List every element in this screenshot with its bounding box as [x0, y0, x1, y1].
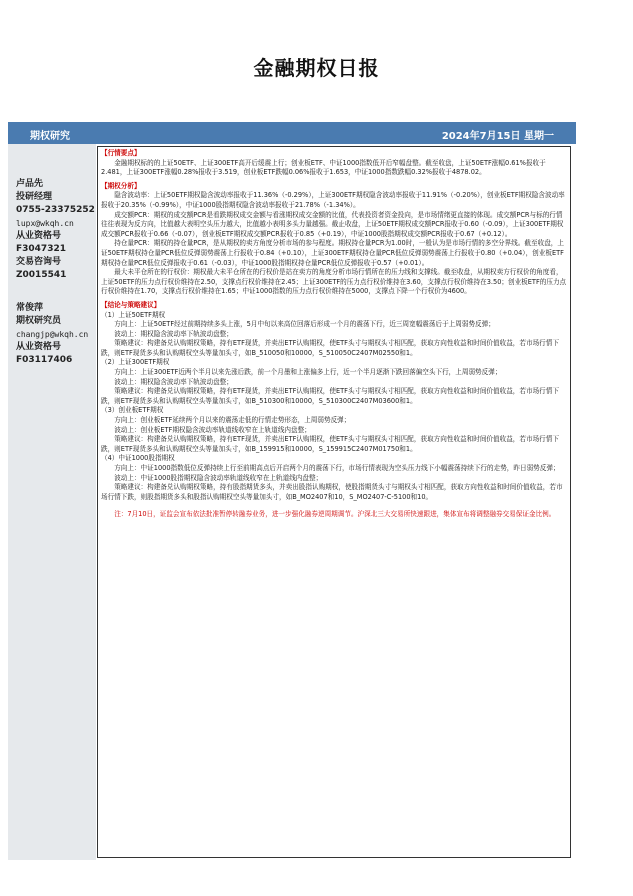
strategy-1-title: （1）上证50ETF期权 [101, 310, 166, 319]
analyst-qual-label: 从业资格号 [16, 342, 62, 352]
analyst-qual: F3047321 [16, 244, 66, 254]
section-title-strategy: 【结论与策略建议】 [101, 300, 161, 309]
analyst-email[interactable]: lupx@wkqh.cn [16, 219, 74, 228]
strategy-2-direction: 方向上：上证300ETF近两个半月以来先涨后跌，前一个月墨和上涨偏多上行，近一个半月逐渐下跌回落偏空头下行，上周弱势反弹； [114, 368, 502, 377]
analyst-2 [16, 302, 88, 367]
strategy-3-direction: 方向上：创业板ETF延续两个月以来的震荡走低的行情走势形态，上周弱势反弹； [114, 416, 351, 425]
analyst-name: 卢品先 [16, 179, 44, 189]
analyst-role: 期权研究员 [16, 316, 62, 326]
analyst-qual-label: 从业资格号 [16, 231, 62, 241]
strategy-2-advice: 策略建议：构建备兑认购期权策略，持有ETF现货，并卖出ETF认购期权，使ETF头寸与期权头寸相匹配，获取方向性收益和时间价值收益，若市场行情下跌，则ETF现货多头和认购期权空头等量加头寸，如B_510300和10000，S_510300C2407M03600和1。 [101, 387, 559, 405]
strategy-1-advice: 策略建议：构建备兑认购期权策略，持有ETF现货，并卖出ETF认购期权，使ETF头寸与期权头寸相匹配，获取方向性收益和时间价值收益，若市场行情下跌，则ETF现货多头和认购期权空头等量加头寸，如B_510050和10000，S_510050C2407M02550和1。 [101, 339, 559, 357]
strategy-4-advice: 策略建议：构建备兑认购期权策略，持有股指期货多头，并卖出股指认购期权，使股指期货头寸与期权头寸相匹配，获取方向性收益和时间价值收益，若市场行情下跌，则股指期货多头和股指认购期权空头等量加头寸，如B_MO2407和10，S_MO2407-C-5100和10。 [101, 483, 563, 501]
strategy-3-advice: 策略建议：构建备兑认购期权策略，持有ETF现货，并卖出ETF认购期权，使ETF头寸与期权头寸相匹配，获取方向性收益和时间价值收益，若市场行情下跌，则ETF现货多头和认购期权空头等量加头寸，如B_159915和10000，S_159915C2407M01750和1。 [101, 435, 559, 453]
strategy-2-title: （2）上证300ETF期权 [101, 358, 170, 367]
analyst-invest: Z0015541 [16, 270, 67, 280]
section-title-analysis: 【期权分析】 [101, 181, 141, 190]
strategy-4-title: （4）中证1000股指期权 [101, 454, 175, 463]
strategy-4-volatility: 波动上：中证1000股指期权隐含波动率轨道线收窄在上轨道线内盘整； [114, 473, 323, 482]
strategy-1-direction: 方向上：上证50ETF经过前期持续多头上涨，5月中旬以来高位回落后形成一个月的震荡下行，近三周宽幅震荡后于上周弱势反弹； [114, 320, 495, 329]
analyst-qual: F03117406 [16, 355, 73, 365]
header-date: 2024年7月15日 星期一 [441, 131, 554, 142]
strategy-2-volatility: 波动上：期权隐含波动率下轨波动盘整； [114, 377, 233, 386]
strategy-3-volatility: 波动上：创业板ETF期权隐含波动率轨道线收窄在上轨道线内盘整； [114, 425, 311, 434]
analysis-oi-pcr: 持仓量PCR：期权的持仓量PCR，是从期权的卖方角度分析市场的参与程度。期权持仓量PCR为1.00时，一般认为是市场行情的多空分界线。截至收盘，上证50ETF期权持仓量PCR低位反弹弱势震荡上行报收于0.84（+0.10），上证300ETF期权持仓量PCR低位反弹弱势震荡上行报收于0.80（+0.04），创业板ETF期权持仓量PCR低位反弹报收于0.61（-0.03），中证1000股指期权持仓量PCR低位反弹报收于0.57（+0.01）。 [101, 239, 564, 267]
analyst-name: 常俊萍 [16, 303, 44, 313]
analysis-iv: 隐含波动率：上证50ETF期权隐含波动率报收于11.36%（-0.29%），上证300ETF期权隐含波动率报收于11.91%（-0.20%），创业板ETF期权隐含波动率报收于20.35%（-0.99%），中证1000股指期权隐含波动率报收于21.78%（-1.34%）。 [101, 191, 565, 209]
report-body [97, 146, 571, 858]
strategy-4-direction: 方向上：中证1000指数低位反弹持续上行至前期高点后开启两个月的震荡下行，市场行情表现为空头压力线下小幅震荡持续下行的走势，昨日弱势反弹； [114, 464, 560, 472]
review-text: 金融期权标的的上证50ETF、上证300ETF高开后缓震上行；创业板ETF、中证1000指数低开后窄幅盘整。截至收盘，上证50ETF涨幅0.61%报收于2.481，上证300ETF涨幅0.28%报收于3.519，创业板ETF跌幅0.06%报收于1.653，中证1000指数跌幅0.32%报收于4878.02。 [101, 158, 546, 177]
analyst-1 [16, 178, 95, 282]
strategy-1-volatility: 波动上：期权隐含波动率下轨波动盘整； [114, 329, 233, 338]
analyst-sidebar [8, 144, 96, 860]
section-title-review: 【行情要点】 [101, 149, 141, 157]
analyst-phone: 0755-23375252 [16, 205, 95, 215]
header-category: 期权研究 [30, 131, 70, 142]
header-bar [8, 122, 576, 144]
analysis-volume-pcr: 成交额PCR：期权的成交额PCR是看跌期权成交金额与看涨期权成交金额的比值，代表投资者资金投向，是市场情绪更直接的体现。成交额PCR与标的行情往往表现为反方向，比值越大表明空头压力越大，比值越小表明多头力量越强。截止收盘，上证50ETF期权成交额PCR报收于0.60（-0.09），上证300ETF期权成交额PCR报收于0.66（-0.07），创业板ETF期权成交额PCR报收于0.85（+0.19），中证1000股指期权成交额PCR报收于0.67（+0.12）。 [101, 210, 564, 238]
strategy-3-title: （3）创业板ETF期权 [101, 406, 164, 415]
analysis-max-oi: 最大未平仓所在的行权价：期权最大未平仓所在的行权价是站在卖方的角度分析市场行情所在的压力线和支撑线。截至收盘，从期权卖方行权价的角度看，上证50ETF的压力点行权价维持在2.50，支撑点行权价维持在2.45；上证300ETF的压力点行权价维持在3.60，支撑点行权价维持在3.50；创业板ETF的压力点行权价维持在1.70，支撑点行权价维持在1.65；中证1000指数的压力点行权价维持在5000，支撑点下降一个行权价为4600。 [101, 268, 567, 296]
report-title: 金融期权日报 [253, 56, 380, 80]
analyst-email[interactable]: changjp@wkqh.cn [16, 330, 89, 339]
regulatory-note: 注：7月10日，证监会宣布依法批准暂停转融券业务，进一步强化融券逆周期调节。沪深北三大交易所快速跟进，集体宣布将调整融券交易保证金比例。 [114, 510, 556, 519]
analyst-role: 投研经理 [16, 192, 53, 202]
analyst-invest-label: 交易咨询号 [16, 257, 62, 267]
